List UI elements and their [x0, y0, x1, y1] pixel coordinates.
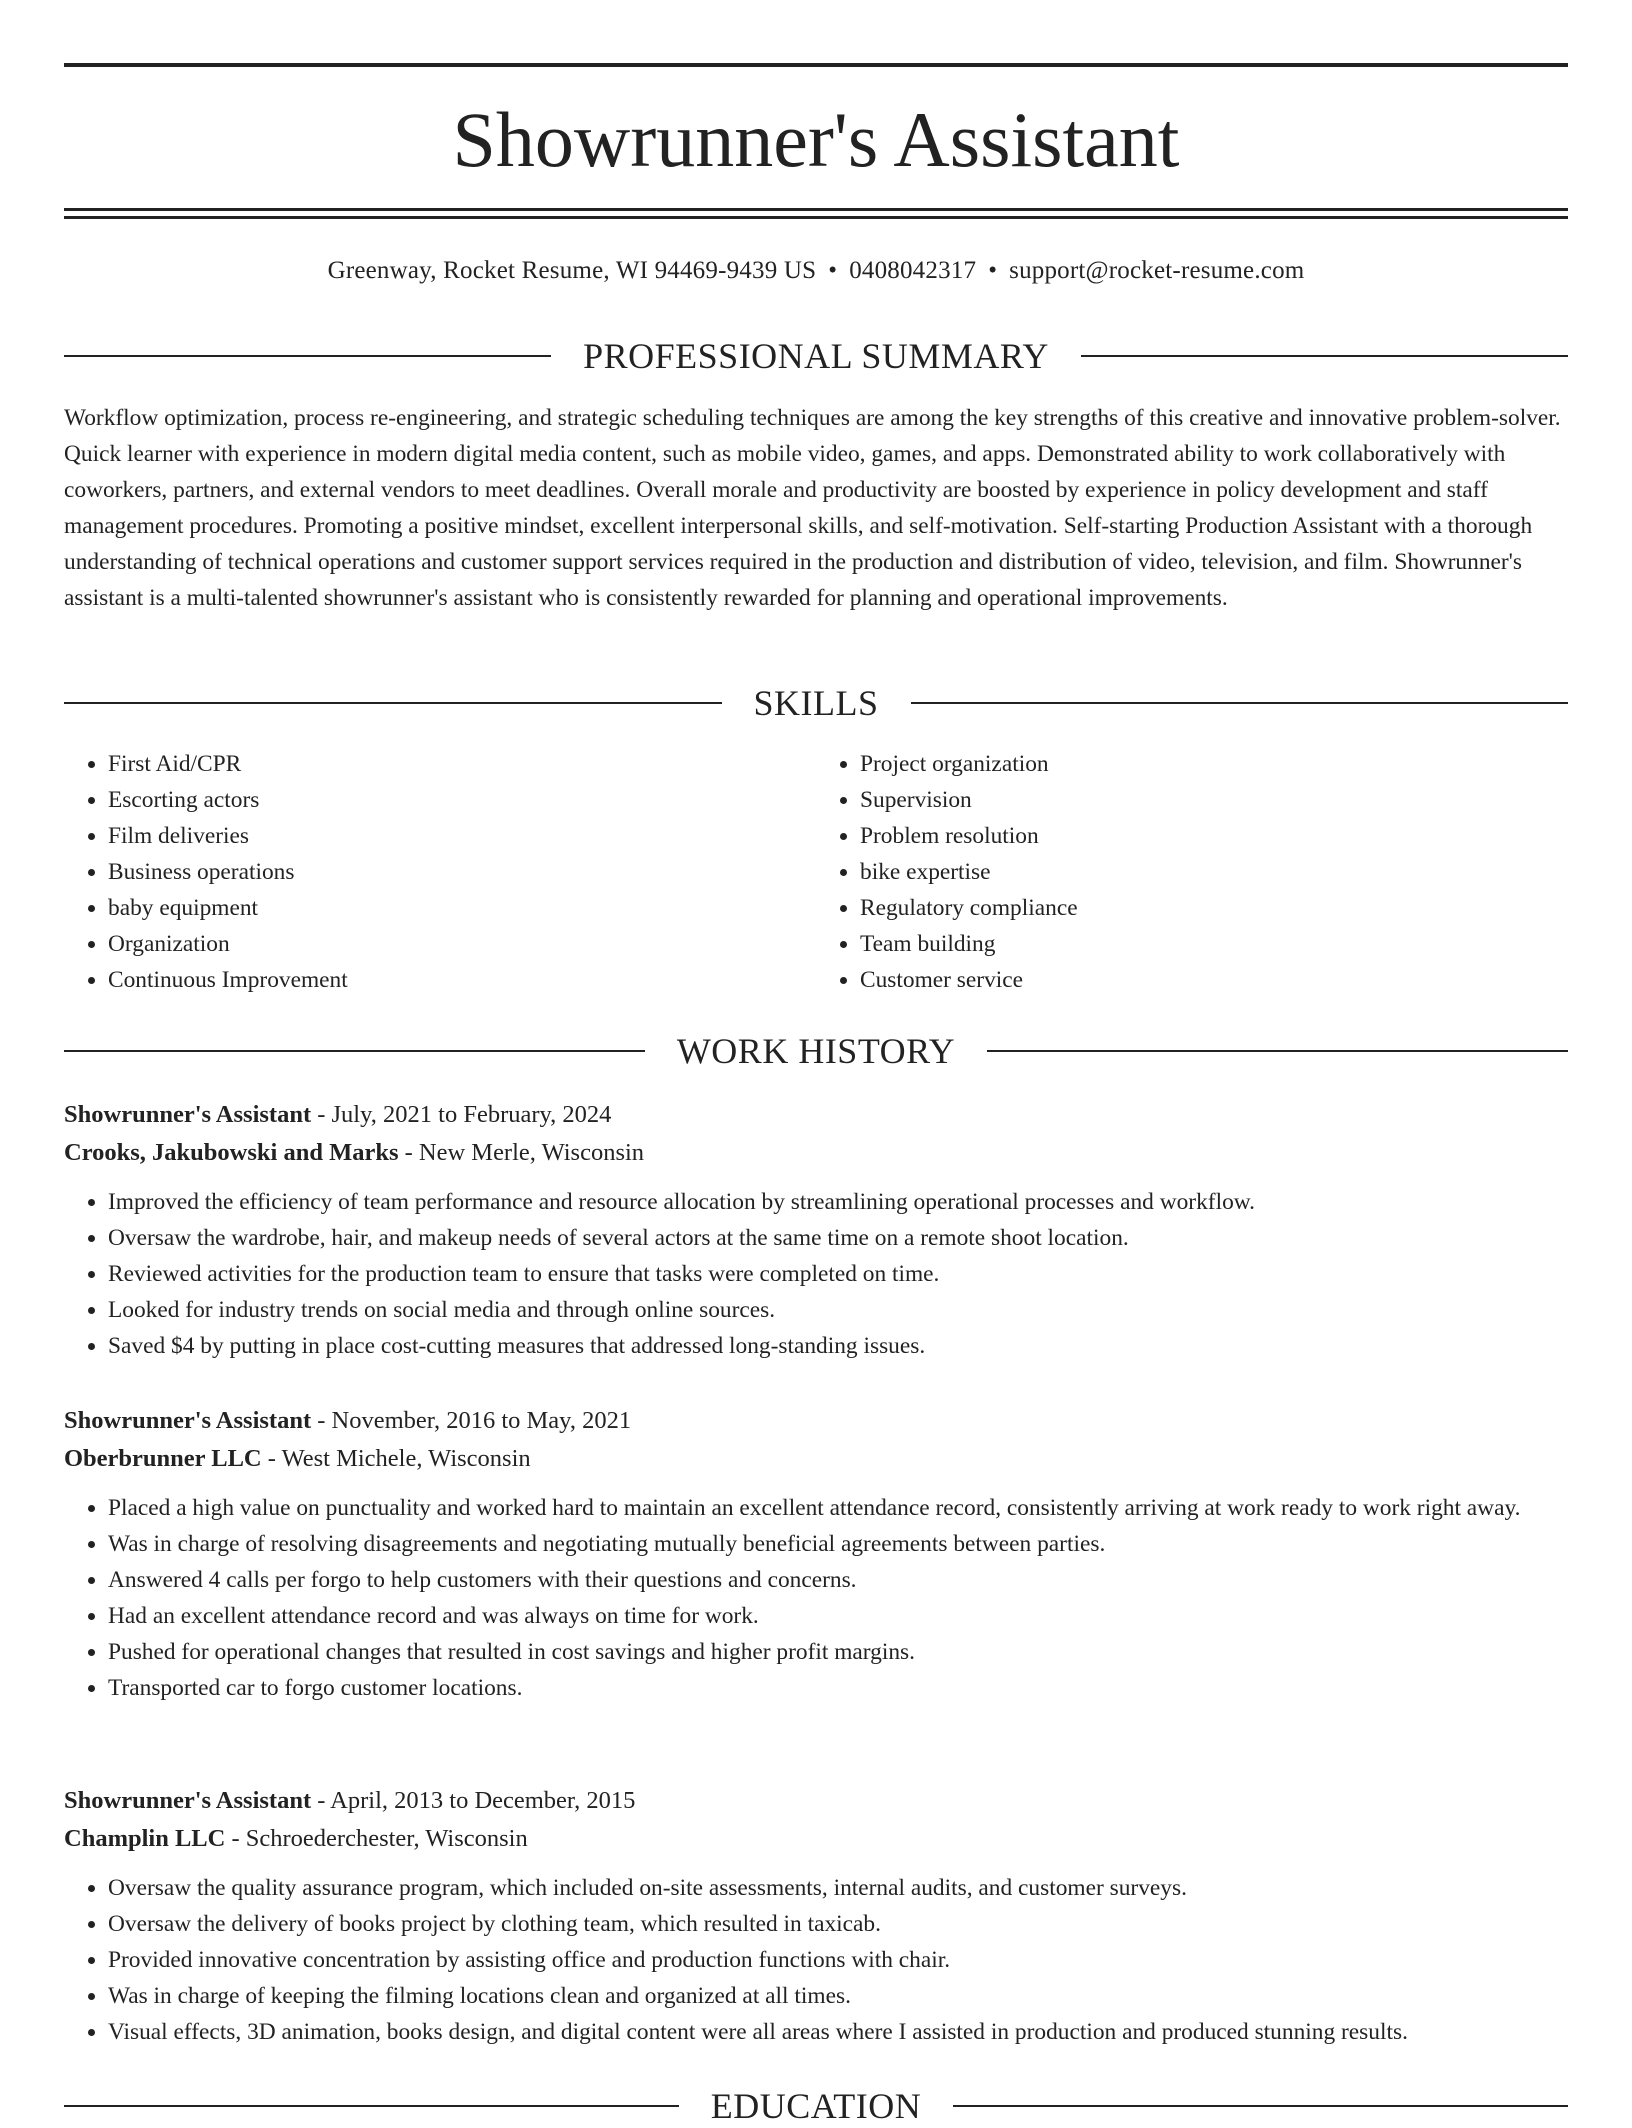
skill-item: • Organization [108, 926, 816, 962]
job-location: - New Merle, Wisconsin [398, 1139, 645, 1166]
skill-item: • First Aid/CPR [108, 746, 816, 782]
skill-item: • Customer service [860, 962, 1568, 998]
heading-rule-left [64, 355, 551, 357]
professional-summary-text: Workflow optimization, process re-engineering, and strategic scheduling techniques are among the key strengths of this creative and innovative problem-solver. Quick learner with experience in modern digital media content, such as mobile video, games, and apps. Demonstrated ability to work collaboratively with coworkers, partners, and external vendors to meet deadlines. Overall morale and productivity are boosted by experience in policy development and staff management procedures. Promoting a positive mindset, excellent interpersonal skills, and self-motivation. Self-starting Production Assistant with a thorough understanding of technical operations and customer support services required in the production and distribution of video, television, and film. Showrunner's assistant is a multi-talented showrunner's assistant who is consistently rewarded for planning and operational improvements. [64, 405, 1561, 611]
name-underline-rule [64, 208, 1568, 211]
skills-column-right [816, 746, 1568, 998]
heading-rule-left [64, 2105, 679, 2107]
job-company-line [64, 1440, 1568, 1478]
job-bullet: • Answered 4 calls per forgo to help customers with their questions and concerns. [108, 1562, 1568, 1598]
job-dates: - April, 2013 to December, 2015 [311, 1787, 636, 1814]
heading-rule-left [64, 1050, 645, 1052]
job-bullet: • Placed a high value on punctuality and worked hard to maintain an excellent attendance record, consistently arriving at work ready to work right away. [108, 1490, 1568, 1526]
skill-item: • Continuous Improvement [108, 962, 816, 998]
contact-separator: • [988, 257, 998, 284]
heading-rule-right [987, 1050, 1568, 1052]
skill-item: • Supervision [860, 782, 1568, 818]
job-location: - Schroederchester, Wisconsin [225, 1825, 528, 1852]
job-entry [64, 1782, 1568, 2050]
job-bullet: • Saved $4 by putting in place cost-cutting measures that addressed long-standing issues. [108, 1328, 1568, 1364]
top-rule [64, 63, 1568, 67]
heading-rule-right [911, 702, 1569, 704]
heading-rule-right [1081, 355, 1568, 357]
contact-phone[interactable]: 0408042317 [849, 257, 977, 284]
job-location: - West Michele, Wisconsin [261, 1445, 531, 1472]
contact-email[interactable]: support@rocket-resume.com [1009, 257, 1305, 284]
section-heading-work-history [64, 1029, 1568, 1073]
job-bullet: • Provided innovative concentration by assisting office and production functions with chair. [108, 1942, 1568, 1978]
skills-column-left [64, 746, 816, 998]
job-bullets [64, 1184, 1568, 1364]
name-underline-rule-second [64, 216, 1568, 219]
job-entry [64, 1096, 1568, 1364]
job-bullet: • Improved the efficiency of team performance and resource allocation by streamlining operational processes and workflow. [108, 1184, 1568, 1220]
job-bullet: • Reviewed activities for the production team to ensure that tasks were completed on time. [108, 1256, 1568, 1292]
skill-item: • Project organization [860, 746, 1568, 782]
skill-item: • Team building [860, 926, 1568, 962]
job-bullet: • Visual effects, 3D animation, books design, and digital content were all areas where I assisted in production and produced stunning results. [108, 2014, 1568, 2050]
job-company-line [64, 1134, 1568, 1172]
job-bullet: • Was in charge of resolving disagreements and negotiating mutually beneficial agreements between parties. [108, 1526, 1568, 1562]
skill-item: • Business operations [108, 854, 816, 890]
heading-rule-left [64, 702, 722, 704]
skill-item: • Regulatory compliance [860, 890, 1568, 926]
job-dates: - July, 2021 to February, 2024 [311, 1101, 612, 1128]
skill-item: • baby equipment [108, 890, 816, 926]
section-title: WORK HISTORY [676, 1031, 956, 1071]
job-bullet: • Pushed for operational changes that resulted in cost savings and higher profit margins. [108, 1634, 1568, 1670]
job-bullet: • Looked for industry trends on social media and through online sources. [108, 1292, 1568, 1328]
skill-item: • Escorting actors [108, 782, 816, 818]
job-role-line [64, 1402, 1568, 1440]
contact-line [64, 254, 1568, 288]
job-bullets [64, 1870, 1568, 2050]
section-heading-summary [64, 334, 1568, 378]
skill-item: • bike expertise [860, 854, 1568, 890]
skills-list [64, 746, 1568, 998]
job-bullet: • Was in charge of keeping the filming locations clean and organized at all times. [108, 1978, 1568, 2014]
job-company-line [64, 1820, 1568, 1858]
job-title: Showrunner's Assistant [64, 1787, 312, 1814]
heading-rule-right [953, 2105, 1568, 2107]
job-bullet: • Transported car to forgo customer locations. [108, 1670, 1568, 1706]
job-role-line [64, 1096, 1568, 1134]
job-bullet: • Oversaw the wardrobe, hair, and makeup needs of several actors at the same time on a remote shoot location. [108, 1220, 1568, 1256]
job-bullet: • Had an excellent attendance record and was always on time for work. [108, 1598, 1568, 1634]
contact-separator: • [828, 257, 838, 284]
section-title: EDUCATION [710, 2086, 922, 2126]
skill-item: • Problem resolution [860, 818, 1568, 854]
job-title: Showrunner's Assistant [64, 1101, 312, 1128]
section-title: SKILLS [753, 683, 879, 723]
job-entry [64, 1402, 1568, 1706]
job-title: Showrunner's Assistant [64, 1407, 312, 1434]
section-title: PROFESSIONAL SUMMARY [583, 336, 1049, 376]
job-company: Oberbrunner LLC [64, 1445, 262, 1472]
skill-item: • Film deliveries [108, 818, 816, 854]
section-heading-skills [64, 681, 1568, 725]
job-company: Champlin LLC [64, 1825, 226, 1852]
job-dates: - November, 2016 to May, 2021 [311, 1407, 632, 1434]
job-company: Crooks, Jakubowski and Marks [64, 1139, 399, 1166]
job-role-line [64, 1782, 1568, 1820]
job-bullet: • Oversaw the quality assurance program, which included on-site assessments, internal audits, and customer surveys. [108, 1870, 1568, 1906]
candidate-name: Showrunner's Assistant [452, 96, 1180, 183]
job-bullets [64, 1490, 1568, 1706]
contact-address: Greenway, Rocket Resume, WI 94469-9439 US [327, 257, 817, 284]
job-bullet: • Oversaw the delivery of books project by clothing team, which resulted in taxicab. [108, 1906, 1568, 1942]
section-heading-education [64, 2084, 1568, 2128]
